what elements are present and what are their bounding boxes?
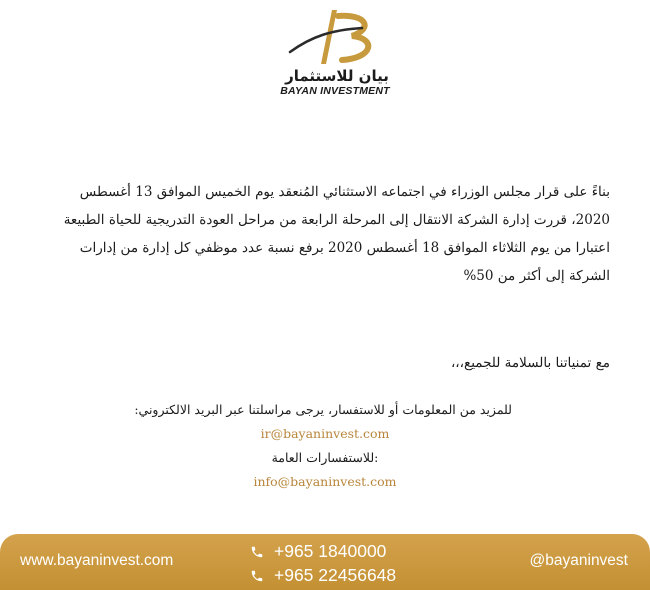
announcement-line: بناءً على قرار مجلس الوزراء في اجتماعه الاستثنائي المُنعقد يوم الخميس الموافق 13 أغسطس	[79, 184, 610, 200]
phone-icon	[250, 545, 264, 559]
footer-bar	[0, 534, 650, 590]
announcement-line: الشركة إلى أكثر من 50%	[463, 268, 610, 284]
logo-arabic-name: بيان للاستثمار	[285, 67, 389, 85]
ir-email-link[interactable]: ir@bayaninvest.com	[260, 426, 390, 441]
phone-number-1[interactable]	[250, 541, 386, 562]
phone-number-text: +965 22456648	[274, 565, 397, 585]
announcement-line: اعتبارا من يوم الثلاثاء الموافق 18 أغسطس 2020 برفع نسبة عدد موظفي كل إدارة من إدارات	[79, 240, 610, 256]
phone-icon	[250, 569, 264, 583]
logo-english-name: BAYAN INVESTMENT	[280, 85, 390, 97]
logo-mark-icon	[262, 6, 402, 72]
social-handle-link[interactable]: @bayaninvest	[529, 552, 628, 569]
website-link[interactable]: www.bayaninvest.com	[20, 552, 174, 569]
more-info-text: للمزيد من المعلومات أو للاستفسار، يرجى مراسلتنا عبر البريد الالكتروني:	[134, 402, 512, 417]
phone-number-2[interactable]	[250, 565, 396, 586]
phone-number-text: +965 1840000	[274, 541, 387, 561]
info-email-link[interactable]: info@bayaninvest.com	[253, 474, 397, 489]
general-inquiries-label: للاستفسارات العامة:	[271, 450, 379, 465]
announcement-text	[48, 178, 610, 290]
announcement-line: 2020، قررت إدارة الشركة الانتقال إلى المرحلة الرابعة من مراحل العودة التدريجية للحياة الطبيعة	[63, 212, 610, 228]
closing-wishes: مع تمنياتنا بالسلامة للجميع،،،	[450, 355, 610, 371]
company-logo	[262, 6, 402, 97]
contact-section	[0, 398, 650, 494]
